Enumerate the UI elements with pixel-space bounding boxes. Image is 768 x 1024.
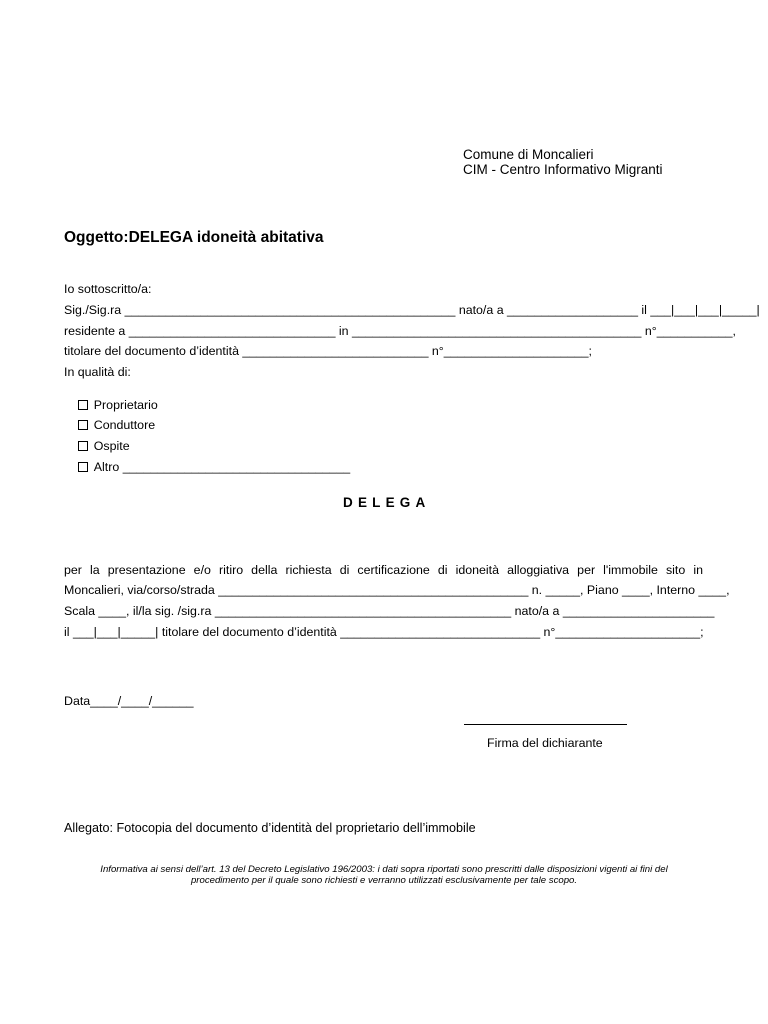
option-altro-label: Altro _________________________________	[93, 460, 351, 475]
date-field: Data____/____/______	[64, 694, 194, 708]
delegation-line-document: il ___|___|_____| titolare del documento d’identità _____________________________ n°_____________________;	[64, 625, 704, 639]
checkbox-altro[interactable]	[78, 462, 88, 472]
declarant-intro: Io sottoscritto/a:	[64, 282, 152, 296]
recipient-name: Comune di Moncalieri	[463, 147, 594, 162]
option-ospite-label: Ospite	[93, 439, 130, 454]
delega-heading: DELEGA	[343, 495, 431, 510]
subject-heading: Oggetto:DELEGA idoneità abitativa	[64, 229, 324, 246]
signature-line	[464, 724, 627, 725]
option-altro[interactable]	[64, 449, 350, 486]
declarant-line-name: Sig./Sig.ra ________________________________________________ nato/a a ___________________ il ___|___|___|_____|	[64, 303, 760, 317]
delegation-line-address: Moncalieri, via/corso/strada _____________________________________________ n. _____, Piano ____, Interno ____,	[64, 583, 730, 597]
option-proprietario-label: Proprietario	[93, 398, 158, 413]
recipient-office: CIM - Centro Informativo Migranti	[463, 162, 663, 177]
signature-label: Firma del dichiarante	[487, 736, 603, 750]
privacy-note	[60, 864, 708, 886]
declarant-line-document: titolare del documento d’identità ___________________________ n°_____________________;	[64, 344, 592, 358]
attachment-note: Allegato: Fotocopia del documento d’identità del proprietario dell’immobile	[64, 821, 476, 835]
delegation-line-purpose: per la presentazione e/o ritiro della richiesta di certificazione di idoneità alloggiativa per l'immobile sito in	[64, 563, 703, 577]
privacy-note-line-2: procedimento per il quale sono richiesti e verranno utilizzati esclusivamente per tale scopo.	[190, 875, 578, 887]
declarant-line-residence: residente a ______________________________ in __________________________________________ n°___________,	[64, 324, 736, 338]
capacity-label: In qualità di:	[64, 365, 131, 379]
privacy-note-line-1: Informativa ai sensi dell’art. 13 del Decreto Legislativo 196/2003: i dati sopra riportati sono prescritti dalle disposizioni vigenti ai fini del	[100, 864, 668, 875]
option-conduttore-label: Conduttore	[93, 418, 156, 433]
delegation-line-delegate: Scala ____, il/la sig. /sig.ra ___________________________________________ nato/a a ______________________	[64, 604, 715, 618]
